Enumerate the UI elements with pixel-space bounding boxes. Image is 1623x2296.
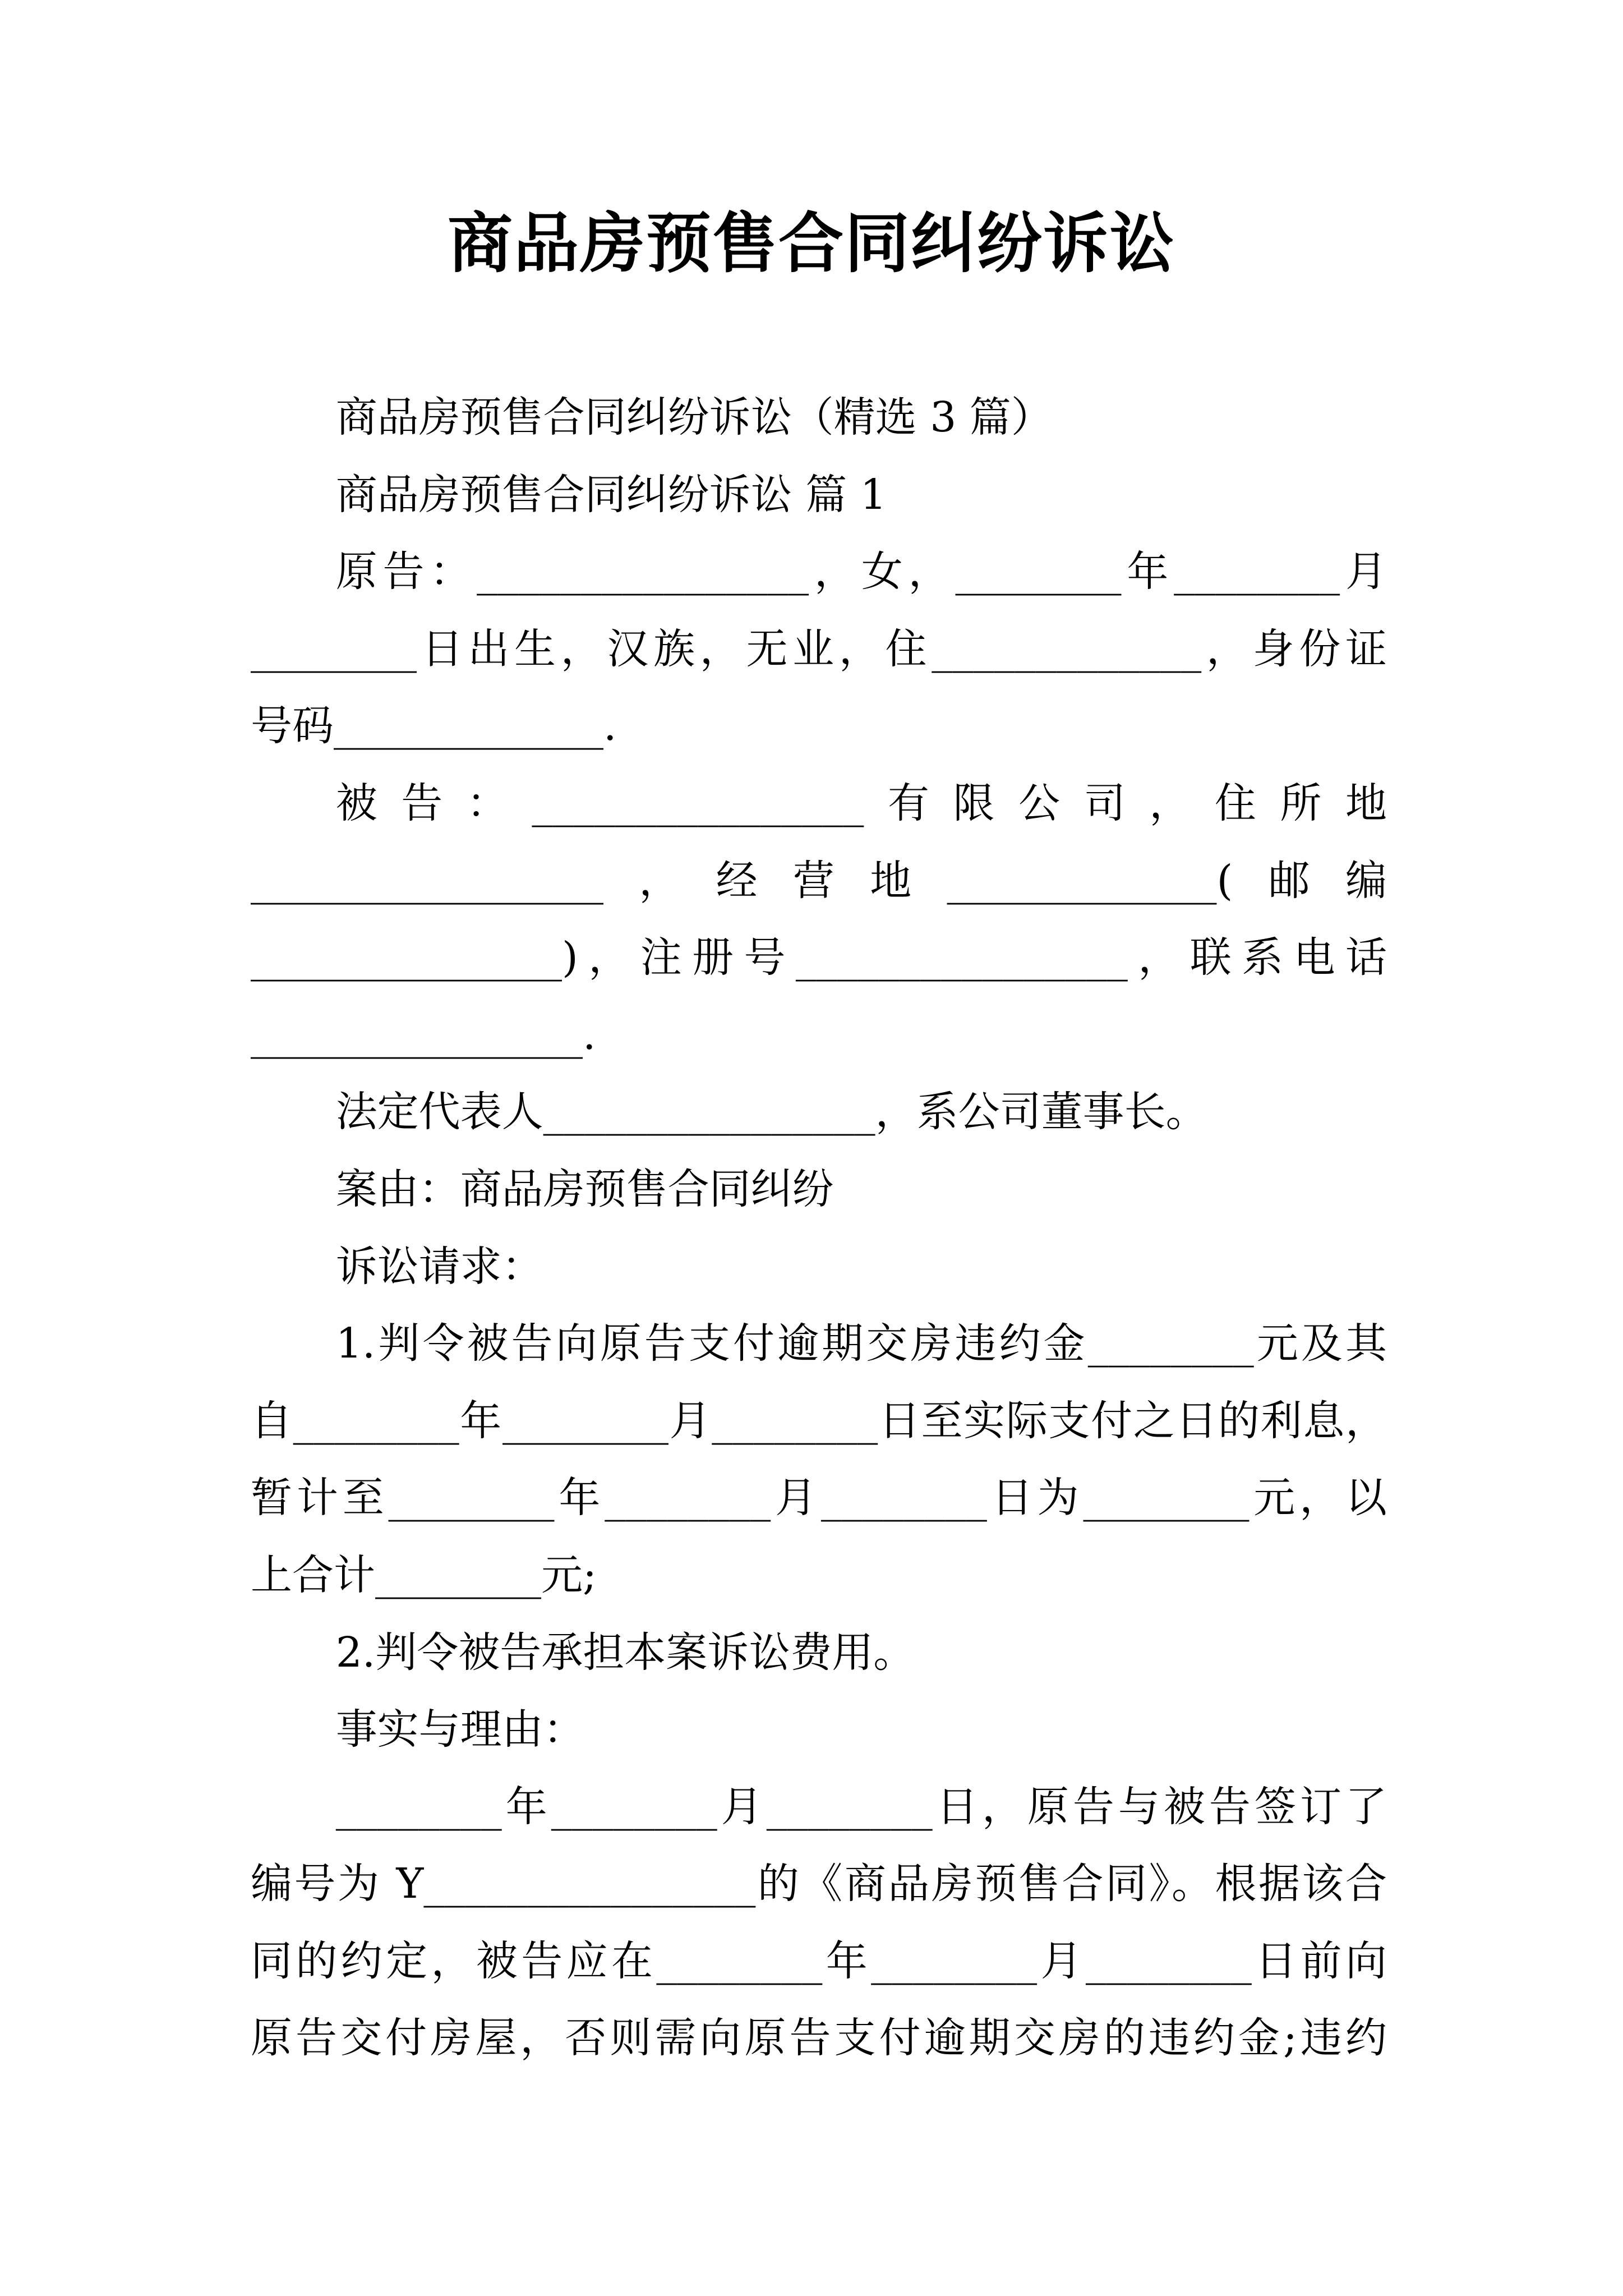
text-line: 商品房预售合同纠纷诉讼 篇 1	[335, 470, 887, 519]
text-line: 商品房预售合同纠纷诉讼（精选 3 篇）	[335, 393, 1053, 441]
text-line: ________年________月________日，原告与被告签订了	[335, 1782, 1387, 1831]
text-line: 诉讼请求：	[335, 1242, 543, 1291]
text-line: 编号为 Y________________的《商品房预售合同》。根据该合	[251, 1860, 1387, 1908]
text-line: 1.判令被告向原告支付逾期交房违约金________元及其	[335, 1319, 1387, 1368]
text-line: 被告：________________有限公司，住所地	[335, 779, 1387, 827]
text-line: 上合计________元;	[251, 1550, 597, 1599]
text-line: 事实与理由：	[335, 1705, 585, 1754]
text-line: 案由：商品房预售合同纠纷	[335, 1165, 834, 1213]
document-body	[251, 379, 1387, 2077]
document-title: 商品房预售合同纠纷诉讼	[448, 205, 1175, 282]
text-line: 号码_____________.	[251, 702, 617, 751]
text-line: ________日出生，汉族，无业，住_____________，身份证	[251, 624, 1387, 673]
text-line: 暂计至________年________月________日为________元，以	[251, 1474, 1387, 1522]
text-line: 同的约定，被告应在________年________月________日前向	[251, 1936, 1387, 1985]
text-line: _________________，经营地_____________(邮编	[251, 856, 1387, 905]
text-line: 自________年________月________日至实际支付之日的利息，	[251, 1396, 1387, 1445]
text-line: 2.判令被告承担本案诉讼费用。	[335, 1628, 915, 1677]
text-line: 法定代表人________________，系公司董事长。	[335, 1088, 1207, 1137]
text-line: 原告交付房屋，否则需向原告支付逾期交房的违约金;违约	[251, 2014, 1387, 2063]
text-line: _______________)，注册号________________，联系电话	[251, 933, 1387, 982]
text-line: 原告：________________，女，________年________月	[335, 547, 1387, 596]
text-line: ________________.	[251, 1010, 596, 1059]
